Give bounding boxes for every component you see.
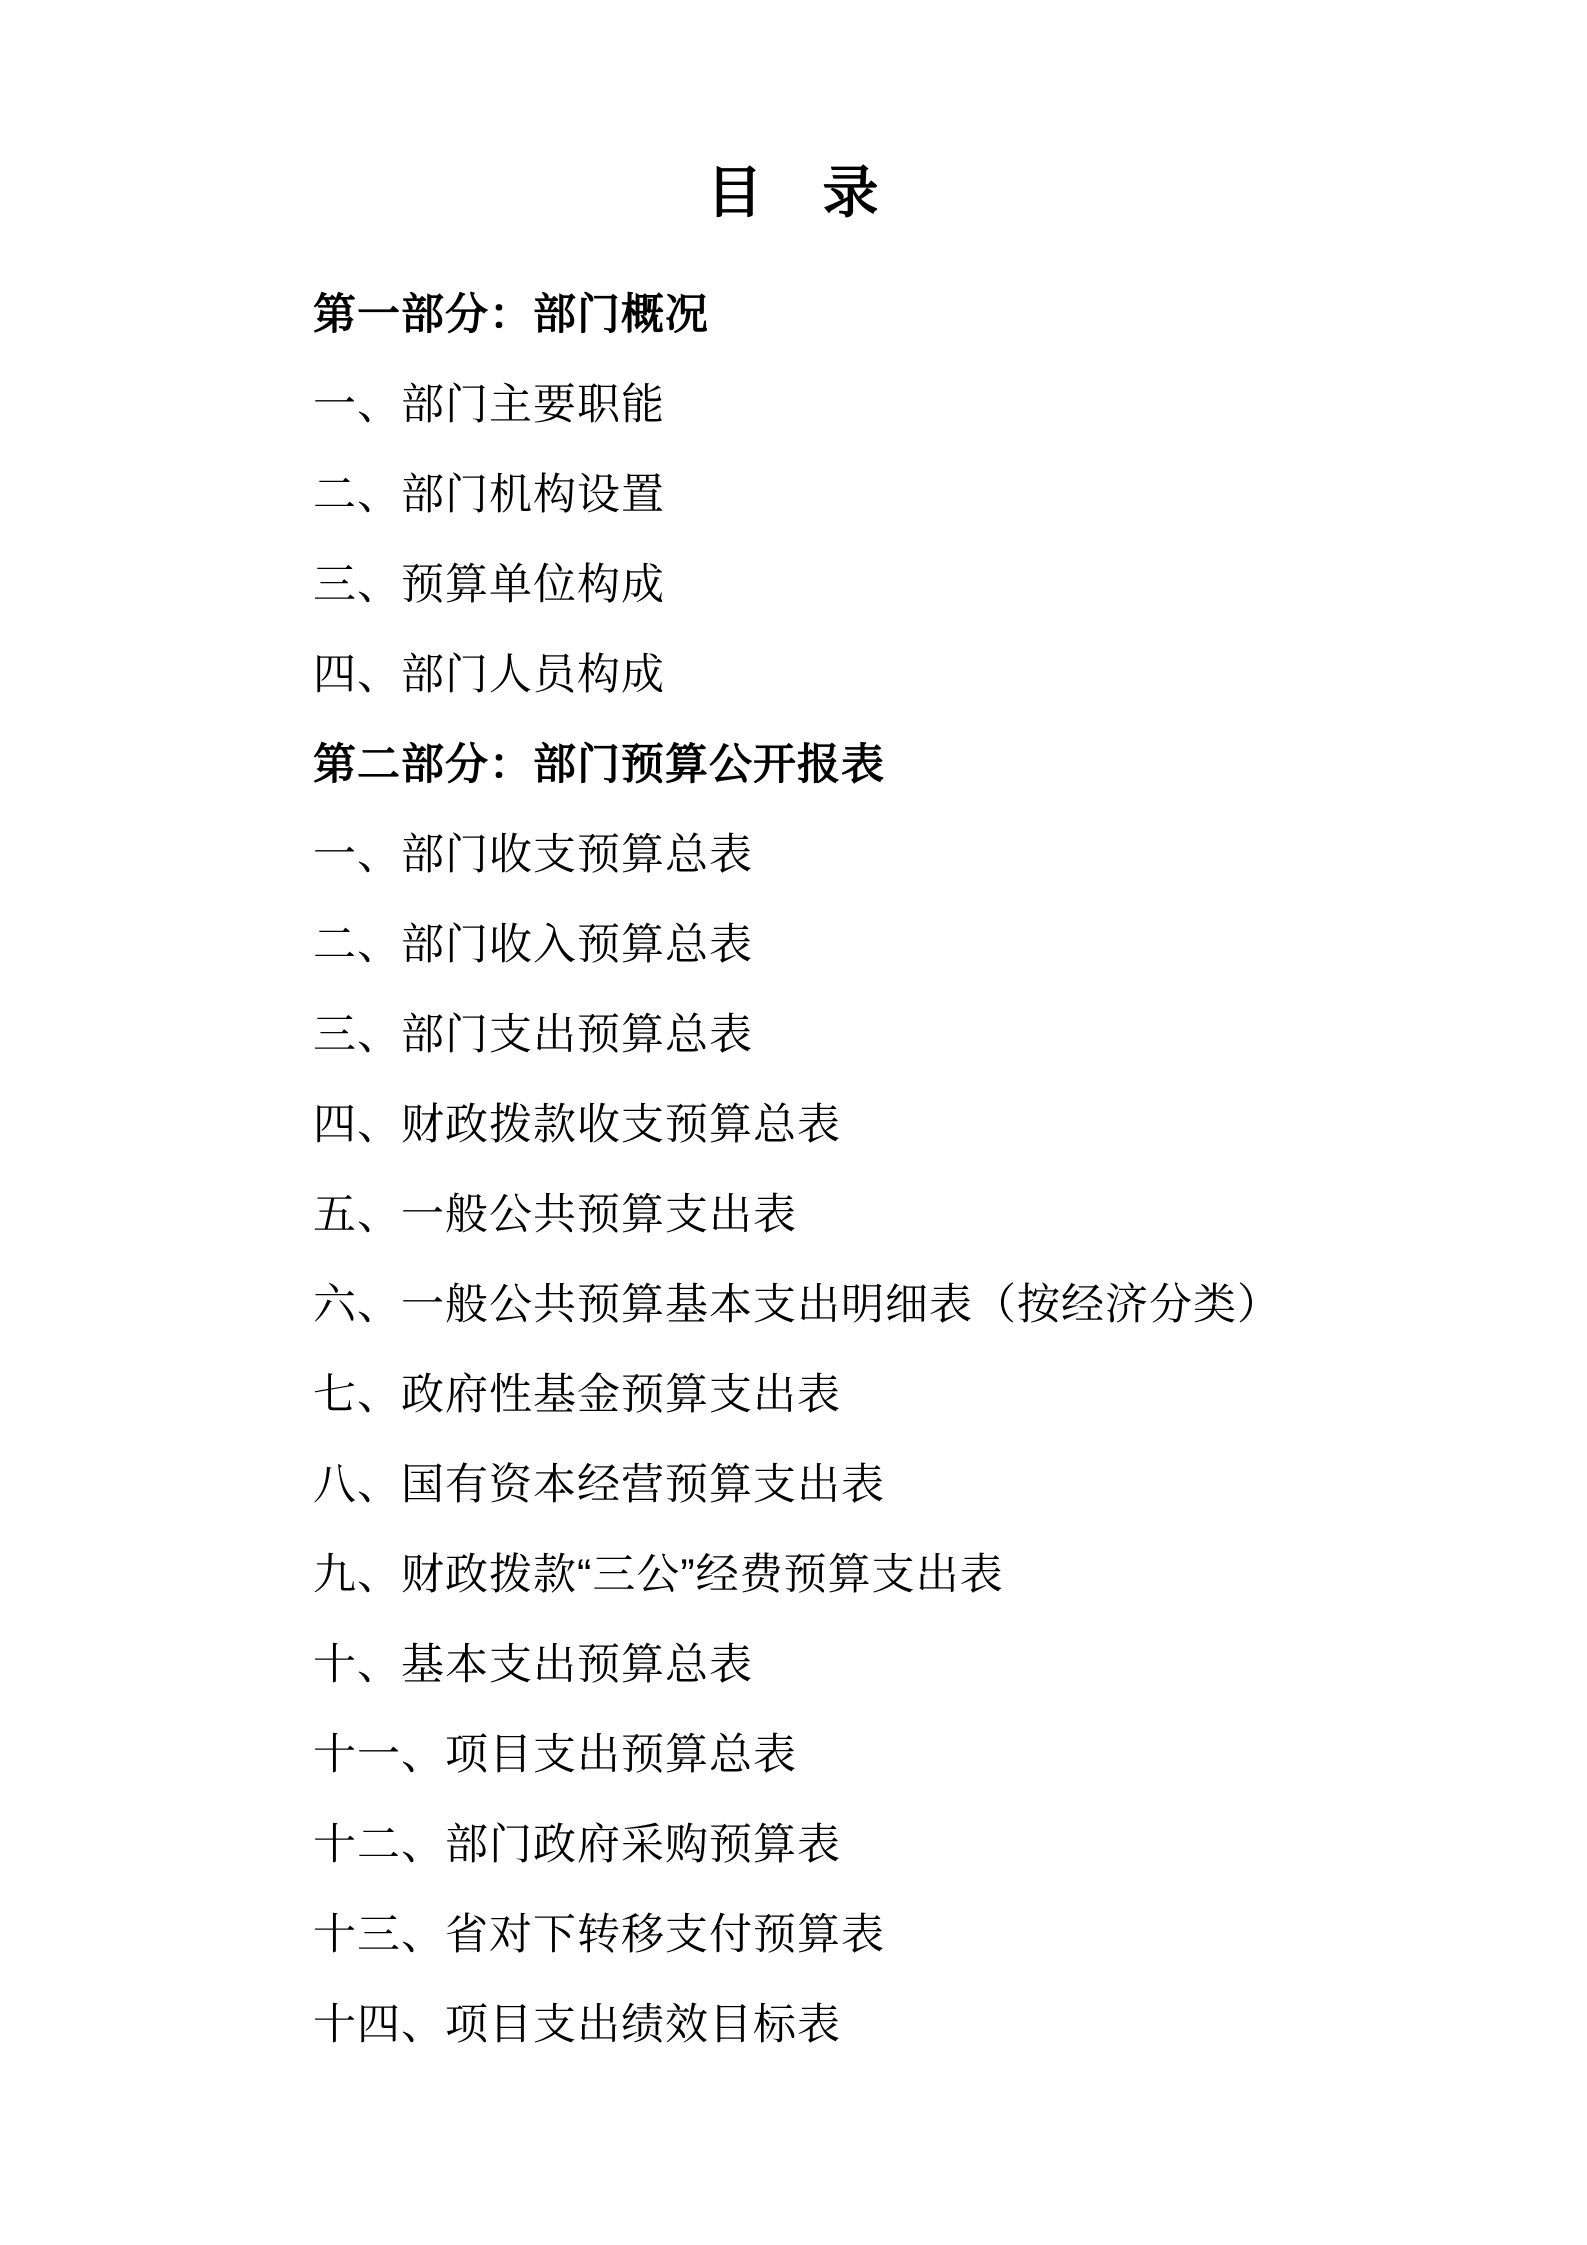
toc-item-part2-7: 七、政府性基金预算支出表 (313, 1371, 841, 1419)
toc-item-part2-8: 八、国有资本经营预算支出表 (313, 1461, 885, 1509)
toc-item-part1-2: 二、部门机构设置 (313, 471, 665, 519)
toc-item-part2-14: 十四、项目支出绩效目标表 (313, 2001, 841, 2049)
toc-item-part2-10: 十、基本支出预算总表 (313, 1641, 753, 1689)
toc-item-part2-13: 十三、省对下转移支付预算表 (313, 1911, 885, 1959)
toc-item-part2-5: 五、一般公共预算支出表 (313, 1191, 797, 1239)
toc-item-part2-4: 四、财政拨款收支预算总表 (313, 1101, 841, 1149)
toc-item-part2-11: 十一、项目支出预算总表 (313, 1731, 797, 1779)
toc-item-part2-9: 九、财政拨款“三公”经费预算支出表 (313, 1551, 1004, 1599)
toc-item-part2-1: 一、部门收支预算总表 (313, 831, 753, 879)
section-heading-part2: 第二部分：部门预算公开报表 (313, 741, 885, 789)
toc-item-part1-4: 四、部门人员构成 (313, 651, 665, 699)
document-title: 目 录 (706, 161, 881, 224)
toc-item-part2-12: 十二、部门政府采购预算表 (313, 1821, 841, 1869)
toc-item-part1-1: 一、部门主要职能 (313, 381, 665, 429)
table-of-contents (0, 270, 1587, 2070)
toc-item-part2-6: 六、一般公共预算基本支出明细表（按经济分类） (313, 1281, 1281, 1329)
section-heading-part1: 第一部分：部门概况 (313, 291, 709, 339)
toc-item-part2-2: 二、部门收入预算总表 (313, 921, 753, 969)
toc-item-part1-3: 三、预算单位构成 (313, 561, 665, 609)
toc-item-part2-3: 三、部门支出预算总表 (313, 1011, 753, 1059)
